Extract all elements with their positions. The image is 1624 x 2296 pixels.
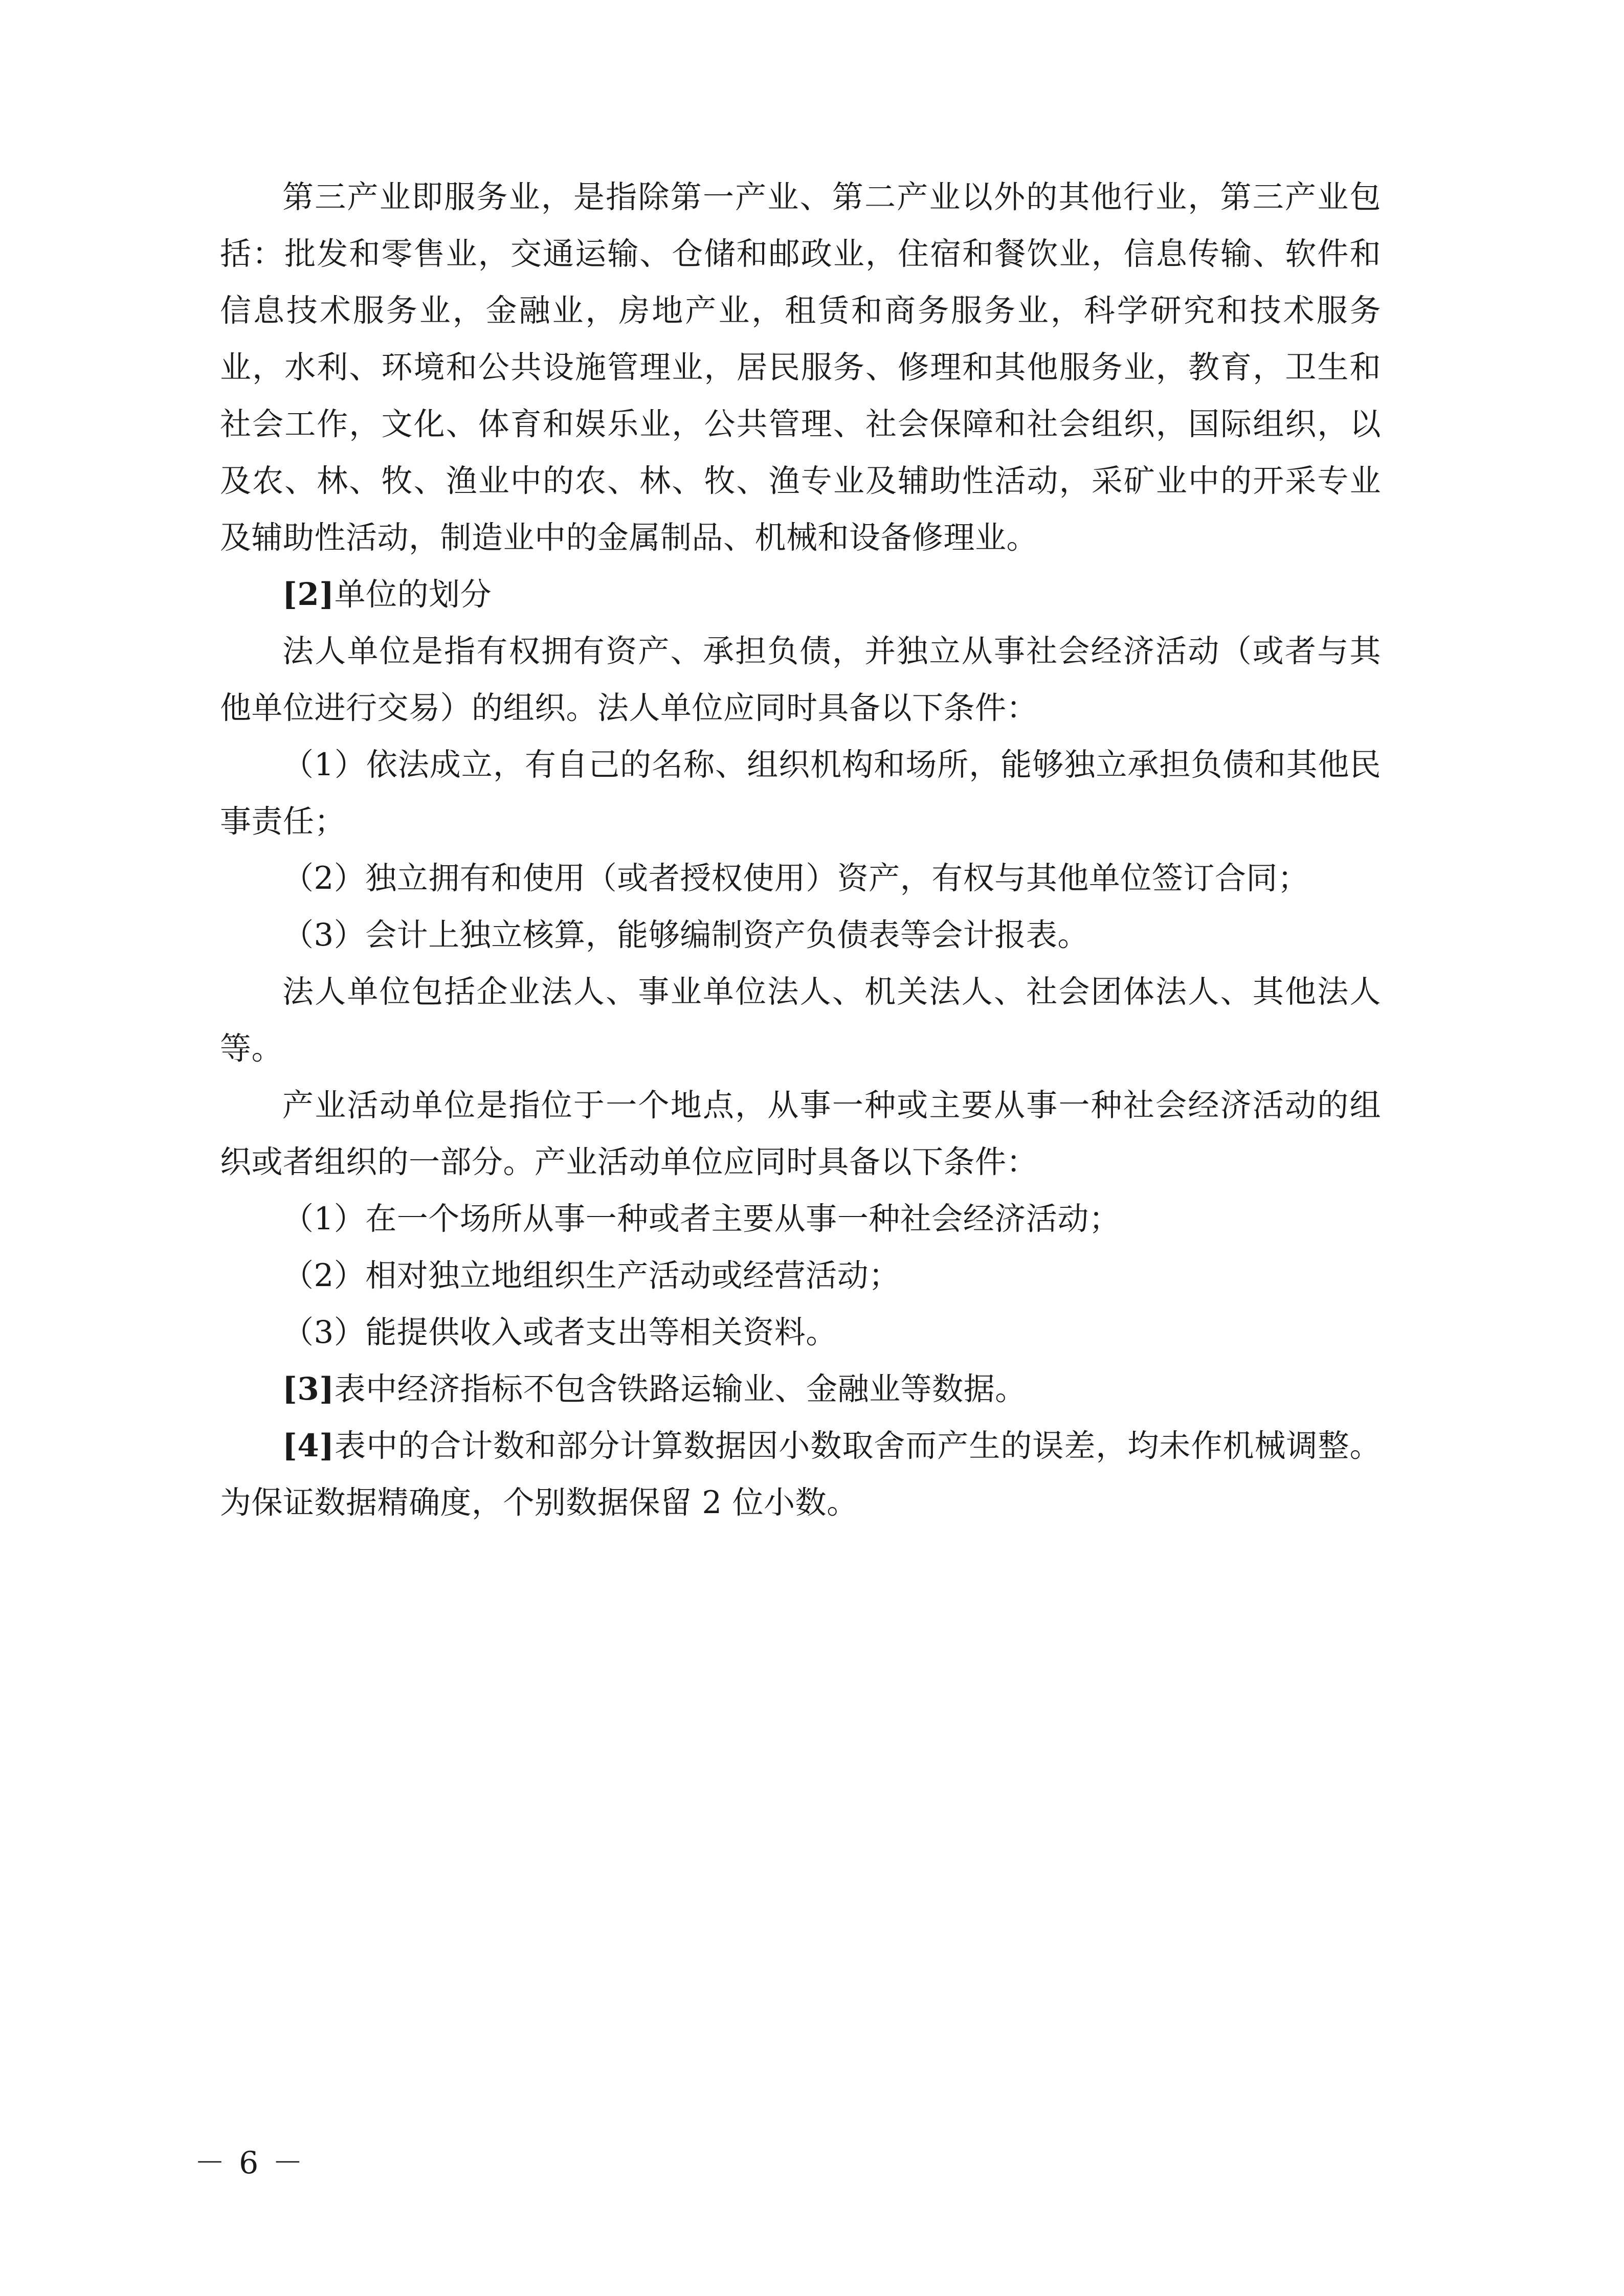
paragraph-legal-entity-types: [220, 963, 1381, 1077]
note-marker-4: [4]: [282, 1428, 335, 1464]
paragraph-text: （2）相对独立地组织生产活动或经营活动；: [282, 1257, 900, 1294]
page-number: － 6 －: [194, 2145, 305, 2181]
paragraph-unit-division-heading: [220, 566, 1381, 623]
paragraph-activity-unit-condition-3: [220, 1304, 1381, 1361]
paragraph-note-4: [220, 1417, 1381, 1531]
paragraph-text: 表中经济指标不包含铁路运输业、金融业等数据。: [334, 1371, 1027, 1407]
paragraph-text: （3）会计上独立核算，能够编制资产负债表等会计报表。: [282, 917, 1089, 953]
note-marker-2: [2]: [282, 576, 335, 613]
paragraph-text: 单位的划分: [334, 576, 492, 613]
note-marker-3: [3]: [282, 1371, 335, 1407]
paragraph-text: （1）在一个场所从事一种或者主要从事一种社会经济活动；: [282, 1201, 1121, 1237]
paragraph-activity-unit-condition-1: [220, 1190, 1381, 1247]
paragraph-activity-unit-condition-2: [220, 1247, 1381, 1304]
paragraph-legal-entity-condition-2: [220, 850, 1381, 907]
paragraph-note-3: [220, 1361, 1381, 1417]
paragraph-text: （3）能提供收入或者支出等相关资料。: [282, 1314, 837, 1350]
paragraph-activity-unit-definition: [220, 1077, 1381, 1190]
paragraph-legal-entity-condition-3: [220, 907, 1381, 963]
paragraph-text: 第三产业即服务业，是指除第一产业、第二产业以外的其他行业，第三产业包括：批发和零售业，交通运输、仓储和邮政业，住宿和餐饮业，信息传输、软件和信息技术服务业，金融业，房地产业，租赁和商务服务业，科学研究和技术服务业，水利、环境和公共设施管理业，居民服务、修理和其他服务业，教育，卫生和社会工作，文化、体育和娱乐业，公共管理、社会保障和社会组织，国际组织，以及农、林、牧、渔业中的农、林、牧、渔专业及辅助性活动，采矿业中的开采专业及辅助性活动，制造业中的金属制品、机械和设备修理业。: [220, 179, 1381, 556]
paragraph-text: 产业活动单位是指位于一个地点，从事一种或主要从事一种社会经济活动的组织或者组织的一部分。产业活动单位应同时具备以下条件：: [220, 1087, 1381, 1180]
paragraph-text: 法人单位是指有权拥有资产、承担负债，并独立从事社会经济活动（或者与其他单位进行交易）的组织。法人单位应同时具备以下条件：: [220, 633, 1381, 726]
paragraph-legal-entity-condition-1: [220, 736, 1381, 850]
paragraph-tertiary-industry: [220, 169, 1381, 566]
paragraph-text: 表中的合计数和部分计算数据因小数取舍而产生的误差，均未作机械调整。为保证数据精确度，个别数据保留 2 位小数。: [220, 1428, 1381, 1521]
paragraph-text: （2）独立拥有和使用（或者授权使用）资产，有权与其他单位签订合同；: [282, 860, 1309, 896]
paragraph-text: 法人单位包括企业法人、事业单位法人、机关法人、社会团体法人、其他法人等。: [220, 974, 1381, 1067]
paragraph-legal-entity-definition: [220, 623, 1381, 736]
paragraph-text: （1）依法成立，有自己的名称、组织机构和场所，能够独立承担负债和其他民事责任；: [220, 747, 1381, 840]
document-body: [220, 169, 1381, 1531]
